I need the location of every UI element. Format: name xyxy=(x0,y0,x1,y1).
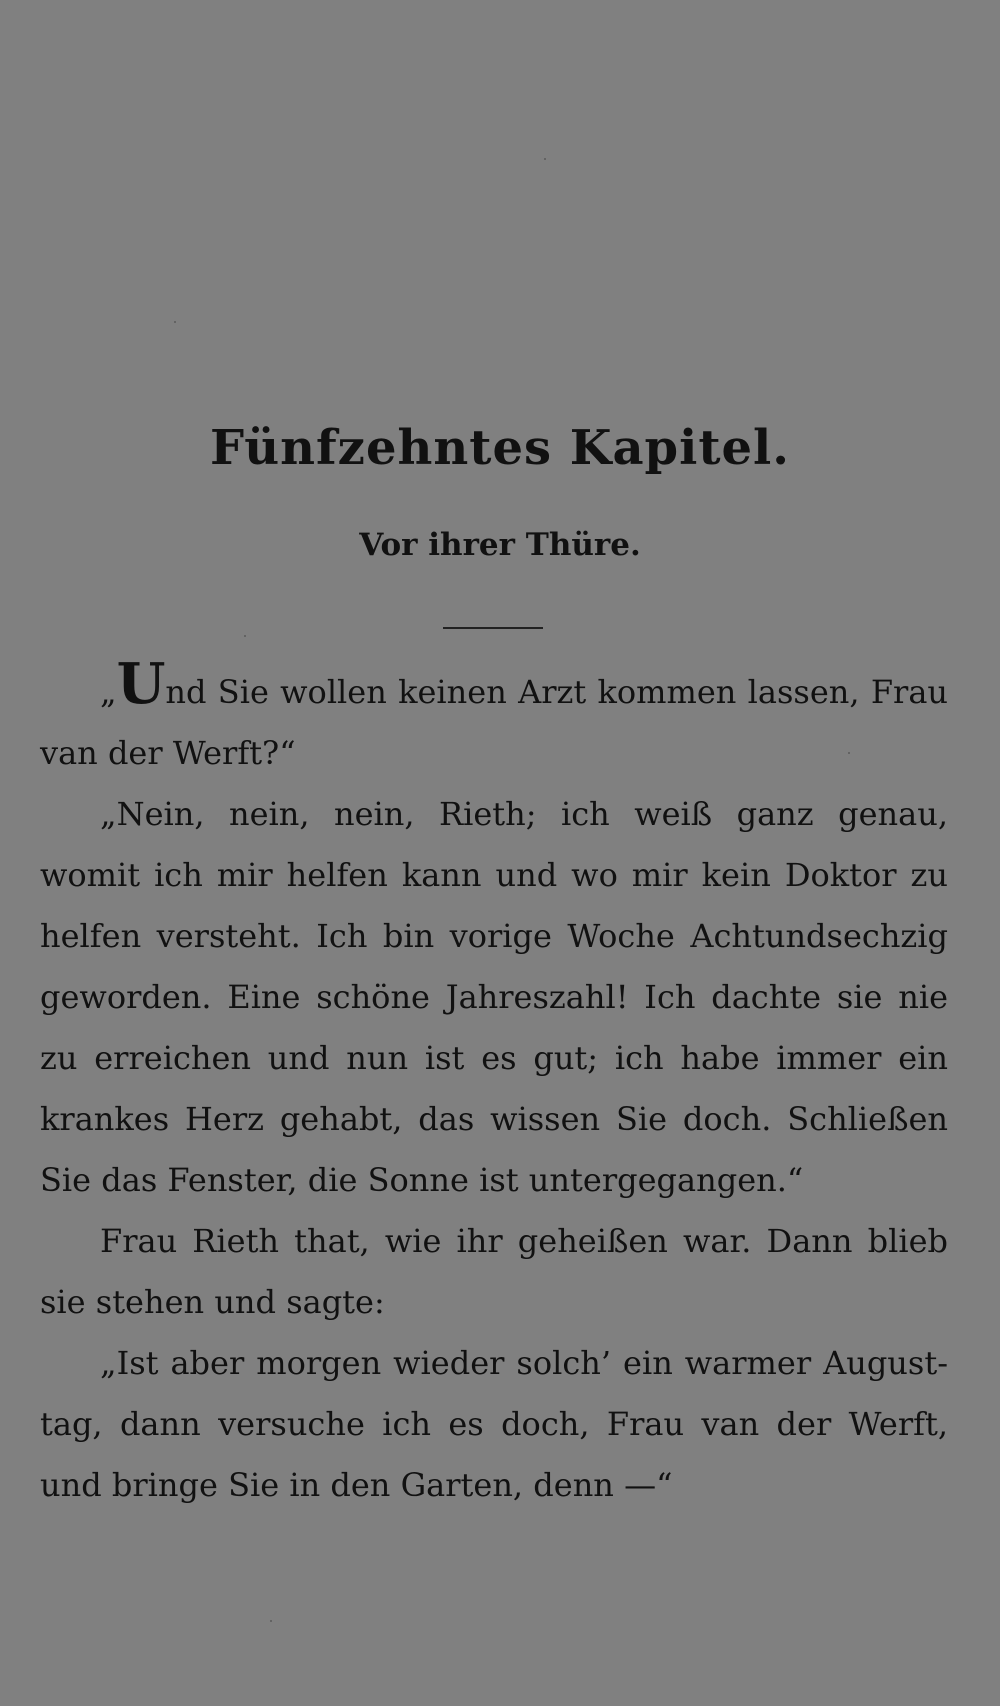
chapter-title: Fünfzehntes Kapitel. xyxy=(210,420,790,476)
opening-quote: „ xyxy=(100,673,117,711)
paragraph-4: „Ist aber morgen wieder solch’ ein warmer Augusttag, dann versuche ich es doch, Frau van der Werft, und bringe Sie in den Garten, denn —“ xyxy=(40,1344,948,1504)
paper-speck xyxy=(848,752,850,754)
chapter-divider xyxy=(443,627,543,629)
paper-speck xyxy=(244,635,246,637)
chapter-body xyxy=(40,651,948,1516)
paper-speck xyxy=(270,1620,272,1622)
paper-speck xyxy=(174,321,176,323)
paragraph-1-text: nd Sie wollen keinen Arzt kommen lassen, Frau van der Werft?“ xyxy=(40,673,948,772)
paper-speck xyxy=(544,158,546,160)
paragraph-1 xyxy=(40,651,948,784)
drop-cap: U xyxy=(116,651,166,717)
paragraph-3: Frau Rieth that, wie ihr geheißen war. Dann blieb sie stehen und sagte: xyxy=(40,1222,948,1321)
chapter-subtitle: Vor ihrer Thüre. xyxy=(359,527,641,563)
paragraph-2: „Nein, nein, nein, Rieth; ich weiß ganz genau, womit ich mir helfen kann und wo mir kein Doktor zu helfen versteht. Ich bin vorige Woche Achtundsechzig geworden. Eine schöne Jahreszahl! Ich dachte sie nie zu erreichen und nun ist es gut; ich habe immer ein krankes Herz gehabt, das wissen Sie doch. Schließen Sie das Fenster, die Sonne ist untergegangen.“ xyxy=(40,795,948,1199)
